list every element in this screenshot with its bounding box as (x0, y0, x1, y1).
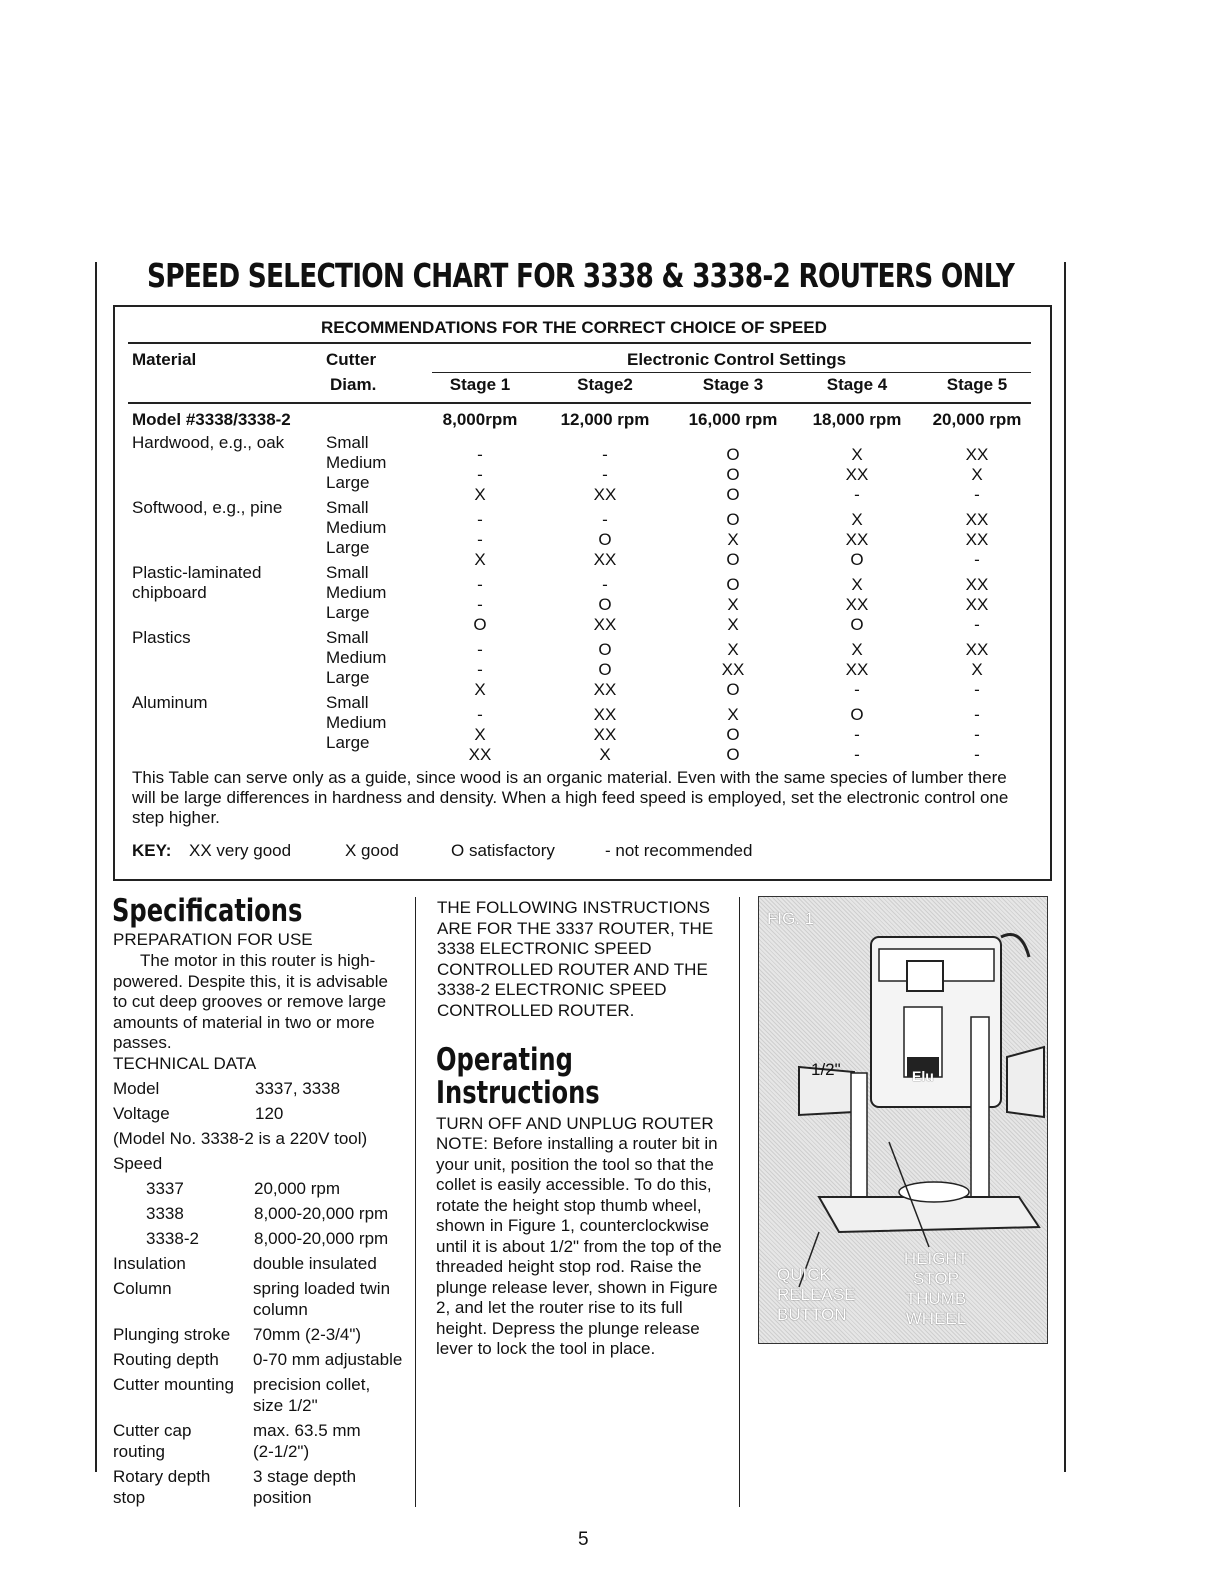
cutter-size: Small (326, 628, 369, 647)
speed-value: 8,000-20,000 rpm (254, 1204, 389, 1223)
rating-cell: X (727, 640, 739, 659)
rating-cell: X (971, 465, 983, 484)
stage-header: Stage 5 (946, 375, 1008, 394)
spec-cap-value: max. 63.5 mm (2-1/2") (253, 1421, 361, 1461)
rating-cell: XX (965, 640, 989, 659)
left-margin-rule (95, 262, 97, 1472)
rating-cell: - (602, 445, 608, 464)
speed-model: 3337 (146, 1179, 184, 1198)
rating-cell: - (477, 530, 483, 549)
settings-rule (432, 372, 1031, 373)
instructions-heading: Instructions (436, 1075, 600, 1111)
rpm-value: 12,000 rpm (560, 410, 650, 429)
rating-cell: XX (845, 595, 869, 614)
rating-cell: XX (721, 660, 745, 679)
col-electronic-settings: Electronic Control Settings (627, 350, 847, 369)
rating-cell: X (727, 530, 739, 549)
material-name: Softwood, e.g., pine (132, 498, 283, 517)
material-name: Plastics (132, 628, 191, 647)
spec-voltage-note: (Model No. 3338-2 is a 220V tool) (113, 1129, 368, 1148)
rpm-value: 8,000rpm (442, 410, 518, 429)
rating-cell: O (850, 550, 864, 569)
rating-cell: X (727, 705, 739, 724)
stage-header: Stage 3 (702, 375, 764, 394)
operating-note: NOTE: Before installing a router bit in your unit, position the tool so that the collet is easily accessible. To do this, rotate the height stop thumb wheel, shown in Figure 1, counterclockwise until it is about 1/2" from the top of the threaded height stop rod. Raise the plunge release lever, shown in Figure 2, and let the router rise to its full height. Depress the plunge release lever to lock the tool in place. (436, 1134, 722, 1358)
rating-cell: - (974, 615, 980, 634)
rating-cell: XX (965, 445, 989, 464)
rating-cell: O (726, 485, 740, 504)
rating-cell: X (727, 595, 739, 614)
figure-1 (758, 896, 1048, 1344)
operating-intro: THE FOLLOWING INSTRUCTIONS ARE FOR THE 3337 ROUTER, THE 3338 ELECTRONIC SPEED CONTROLLED ROUTER AND THE 3338-2 ELECTRONIC SPEED CONTROLLED ROUTER. (437, 898, 714, 1020)
chart-subtitle: RECOMMENDATIONS FOR THE CORRECT CHOICE OF SPEED (321, 318, 827, 337)
rating-cell: XX (593, 485, 617, 504)
rating-cell: XX (593, 705, 617, 724)
cutter-size: Small (326, 563, 369, 582)
figure-label: FIG. 1 (767, 909, 815, 928)
rating-cell: XX (965, 595, 989, 614)
rating-cell: - (477, 510, 483, 529)
rating-cell: X (474, 680, 486, 699)
material-name: Hardwood, e.g., oak (132, 433, 285, 452)
spec-routing-label: Routing depth (113, 1350, 219, 1369)
rating-cell: O (850, 705, 864, 724)
rating-cell: - (854, 485, 860, 504)
rating-cell: O (598, 640, 612, 659)
cutter-size: Large (326, 668, 370, 687)
rating-cell: O (726, 725, 740, 744)
rpm-value: 16,000 rpm (688, 410, 778, 429)
cutter-size: Large (326, 473, 370, 492)
rating-cell: - (602, 510, 608, 529)
subtitle-rule (128, 342, 1031, 344)
rating-cell: XX (593, 680, 617, 699)
key-not-recommended: - not recommended (605, 841, 753, 860)
spec-voltage-label: Voltage (113, 1104, 170, 1123)
spec-mounting-label: Cutter mounting (113, 1375, 234, 1394)
cutter-size: Small (326, 433, 369, 452)
stage-header: Stage2 (577, 375, 633, 394)
column-divider-1 (415, 897, 416, 1507)
cutter-size: Large (326, 733, 370, 752)
cutter-size: Medium (326, 453, 387, 472)
rating-cell: - (477, 640, 483, 659)
spec-speed-label: Speed (113, 1154, 163, 1173)
rating-cell: X (727, 615, 739, 634)
rating-cell: - (974, 485, 980, 504)
rating-cell: O (726, 745, 740, 764)
chart-title: SPEED SELECTION CHART FOR 3338 & 3338-2 ROUTERS ONLY (147, 256, 1015, 295)
spec-rotary-label: Rotary depth stop (113, 1467, 211, 1507)
specifications-heading: Specifications (112, 893, 303, 929)
rating-cell: O (598, 530, 612, 549)
rating-cell: - (602, 575, 608, 594)
spec-routing-value: 0-70 mm adjustable (253, 1350, 403, 1369)
cutter-size: Medium (326, 648, 387, 667)
cutter-size: Large (326, 603, 370, 622)
material-name: Plastic-laminated (132, 563, 262, 582)
spec-column-label: Column (113, 1279, 172, 1298)
prep-heading: PREPARATION FOR USE (113, 930, 313, 949)
height-stop-label: HEIGHT STOP THUMB WHEEL (903, 1249, 969, 1328)
rating-cell: X (971, 660, 983, 679)
tech-heading: TECHNICAL DATA (113, 1054, 257, 1073)
rating-cell: O (726, 465, 740, 484)
rating-cell: - (974, 680, 980, 699)
prep-text: The motor in this router is high-powered. Despite this, it is advisable to cut deep grooves or remove large amounts of material in two or more passes. (113, 951, 388, 1052)
rating-cell: X (851, 510, 863, 529)
rating-cell: X (474, 550, 486, 569)
rating-cell: XX (845, 530, 869, 549)
quick-release-label: QUICK RELEASE BUTTON (777, 1265, 856, 1324)
spec-cap-label: Cutter cap routing (113, 1421, 192, 1461)
model-label: Model #3338/3338-2 (132, 410, 291, 429)
key-good: X good (345, 841, 399, 860)
material-name: Aluminum (132, 693, 208, 712)
column-divider-2 (739, 897, 740, 1507)
rating-cell: - (477, 445, 483, 464)
rating-cell: O (850, 615, 864, 634)
rating-cell: XX (593, 725, 617, 744)
material-name-line2: chipboard (132, 583, 207, 602)
speed-model: 3338-2 (146, 1229, 199, 1248)
rating-cell: - (854, 745, 860, 764)
rating-cell: X (851, 640, 863, 659)
rating-cell: - (974, 705, 980, 724)
header-rule (128, 402, 1031, 404)
rating-cell: O (726, 575, 740, 594)
rating-cell: O (726, 550, 740, 569)
stage-header: Stage 1 (449, 375, 511, 394)
page-number: 5 (578, 1529, 589, 1550)
cutter-size: Small (326, 498, 369, 517)
rating-cell: XX (965, 530, 989, 549)
rating-cell: XX (468, 745, 492, 764)
figure-measure: 1/2" (811, 1060, 841, 1079)
rating-cell: O (726, 445, 740, 464)
rating-cell: O (726, 510, 740, 529)
spec-insulation-label: Insulation (113, 1254, 186, 1273)
rating-cell: X (474, 485, 486, 504)
rating-cell: O (598, 595, 612, 614)
operating-heading: Operating (436, 1042, 573, 1078)
key-very-good: XX very good (189, 841, 292, 860)
rating-cell: - (477, 595, 483, 614)
rating-cell: XX (845, 660, 869, 679)
rating-cell: - (974, 550, 980, 569)
key-label: KEY: (132, 841, 172, 860)
rating-cell: XX (593, 615, 617, 634)
spec-model-label: Model (113, 1079, 160, 1098)
cutter-size: Medium (326, 583, 387, 602)
stage-header: Stage 4 (826, 375, 888, 394)
cutter-size: Small (326, 693, 369, 712)
step-heading: TURN OFF AND UNPLUG ROUTER (436, 1114, 714, 1133)
col-cutter-diam: Diam. (330, 375, 377, 394)
figure-brand: Elu (912, 1068, 934, 1084)
spec-column-value: spring loaded twin column (253, 1279, 391, 1319)
spec-voltage-value: 120 (255, 1104, 284, 1123)
speed-model: 3338 (146, 1204, 184, 1223)
cutter-size: Medium (326, 713, 387, 732)
col-material: Material (132, 350, 197, 369)
rating-cell: - (602, 465, 608, 484)
rating-cell: XX (593, 550, 617, 569)
spec-mounting-value: precision collet, size 1/2" (253, 1375, 371, 1415)
right-margin-rule (1064, 262, 1066, 1472)
rating-cell: - (477, 660, 483, 679)
rating-cell: X (474, 725, 486, 744)
rating-cell: - (854, 680, 860, 699)
rating-cell: - (974, 725, 980, 744)
rating-cell: X (599, 745, 611, 764)
rating-cell: O (726, 680, 740, 699)
rating-cell: - (854, 725, 860, 744)
rating-cell: - (477, 705, 483, 724)
speed-value: 20,000 rpm (254, 1179, 340, 1198)
rating-cell: - (477, 465, 483, 484)
rating-cell: XX (965, 510, 989, 529)
rpm-value: 20,000 rpm (932, 410, 1022, 429)
col-cutter: Cutter (326, 350, 377, 369)
rating-cell: X (851, 445, 863, 464)
rating-cell: O (598, 660, 612, 679)
speed-value: 8,000-20,000 rpm (254, 1229, 389, 1248)
rpm-value: 18,000 rpm (812, 410, 902, 429)
spec-insulation-value: double insulated (253, 1254, 377, 1273)
rating-cell: XX (845, 465, 869, 484)
rating-cell: X (851, 575, 863, 594)
key-satisfactory: O satisfactory (451, 841, 555, 860)
spec-plunging-value: 70mm (2-3/4") (253, 1325, 362, 1344)
cutter-size: Large (326, 538, 370, 557)
chart-note: This Table can serve only as a guide, since wood is an organic material. Even with the same species of lumber there will be large differences in hardness and density. When a high feed speed is employed, set the electronic control one step higher. (132, 768, 1009, 827)
rating-cell: O (473, 615, 487, 634)
rating-cell: - (974, 745, 980, 764)
cutter-size: Medium (326, 518, 387, 537)
rating-cell: - (477, 575, 483, 594)
spec-rotary-value: 3 stage depth position (253, 1467, 357, 1507)
spec-model-value: 3337, 3338 (255, 1079, 341, 1098)
spec-plunging-label: Plunging stroke (113, 1325, 231, 1344)
rating-cell: XX (965, 575, 989, 594)
